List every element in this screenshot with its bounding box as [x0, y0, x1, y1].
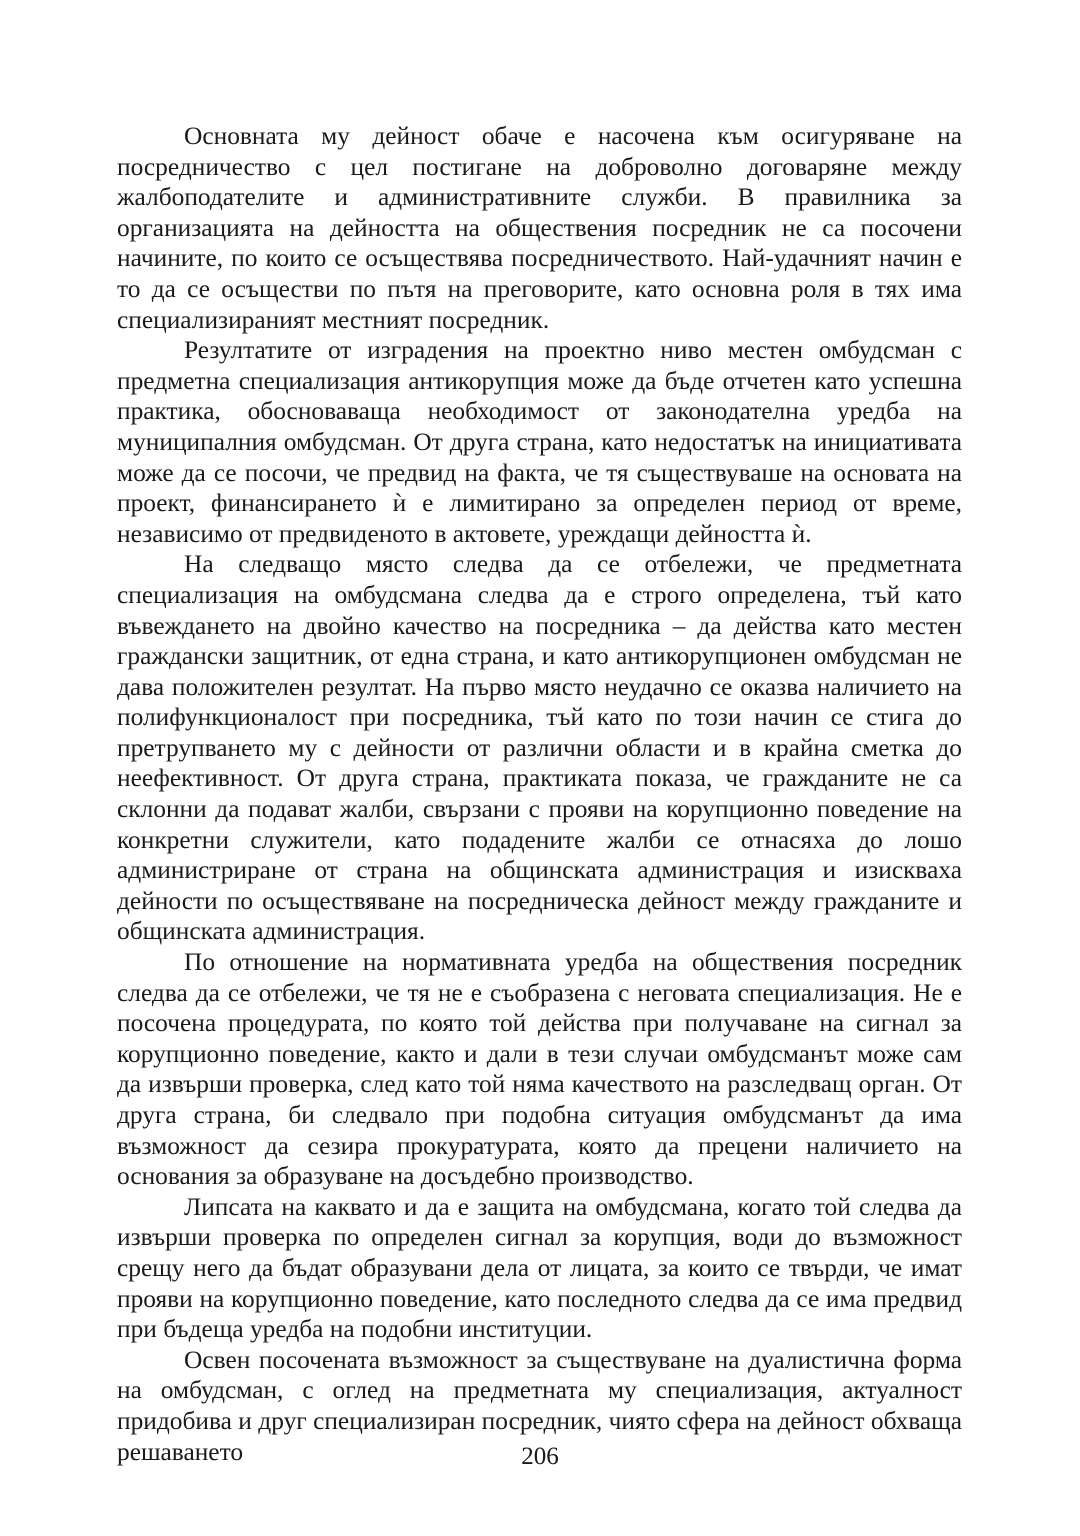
paragraph: Основната му дейност обаче е насочена към осигуряване на посредничество с цел постигане на доброволно договаряне между жалбоподателите и административните служби. В правилника за организацията на дейността на обществения посредник не са посочени начините, по които се осъществява посредничеството. Най-удачният начин е то да се осъществи по пътя на преговорите, като основна роля в тях има специализираният местният посредник.: [117, 122, 962, 334]
page-number: 206: [521, 1443, 559, 1470]
paragraph: Резултатите от изградения на проектно ниво местен омбудсман с предметна специализация антикорупция може да бъде отчетен като успешна практика, обосноваваща необходимост от законодателна уредба на муниципалния омбудсман. От друга страна, като недостатък на инициативата може да се посочи, че предвид на факта, че тя съществуваше на основата на проект, финансирането ѝ е лимитирано за определен период от време, независимо от предвиденото в актовете, уреждащи дейността ѝ.: [117, 336, 962, 548]
paragraph: Липсата на каквато и да е защита на омбудсмана, когато той следва да извърши проверка по определен сигнал за корупция, води до възможност срещу него да бъдат образувани дела от лицата, за които се твърди, че имат прояви на корупционно поведение, като последното следва да се има предвид при бъдеща уредба на подобни институции.: [117, 1192, 962, 1344]
paragraph: На следващо място следва да се отбележи, че предметната специализация на омбудсмана следва да е строго определена, тъй като въвеждането на двойно качество на посредника – да действа като местен граждански защитник, от една страна, и като антикорупционен омбудсман не дава положителен резултат. На първо място неудачно се оказва наличието на полифункционалост при посредника, тъй като по този начин се стига до претрупването му с дейности от различни области и в крайна сметка до неефективност. От друга страна, практиката показа, че гражданите не са склонни да подават жалби, свързани с прояви на корупционно поведение на конкретни служители, като подадените жалби се отнасяха до лошо администриране от страна на общинската администрация и изискваха дейности по осъществяване на посредническа дейност между гражданите и общинската администрация.: [117, 550, 962, 946]
paragraph: Освен посочената възможност за съществуване на дуалистична форма на омбудсман, с оглед на предметната му специализация, актуалност придобива и друг специализиран посредник, чиято сфера на дейност обхваща решаването: [117, 1345, 962, 1466]
paragraph: По отношение на нормативната уредба на обществения посредник следва да се отбележи, че тя не е съобразена с неговата специализация. Не е посочена процедурата, по която той действа при получаване на сигнал за корупционно поведение, както и дали в тези случаи омбудсманът може сам да извърши проверка, след като той няма качеството на разследващ орган. От друга страна, би следвало при подобна ситуация омбудсманът да има възможност да сезира прокуратурата, която да прецени наличието на основания за образуване на досъдебно производство.: [117, 948, 962, 1191]
body-text: [117, 121, 962, 1467]
